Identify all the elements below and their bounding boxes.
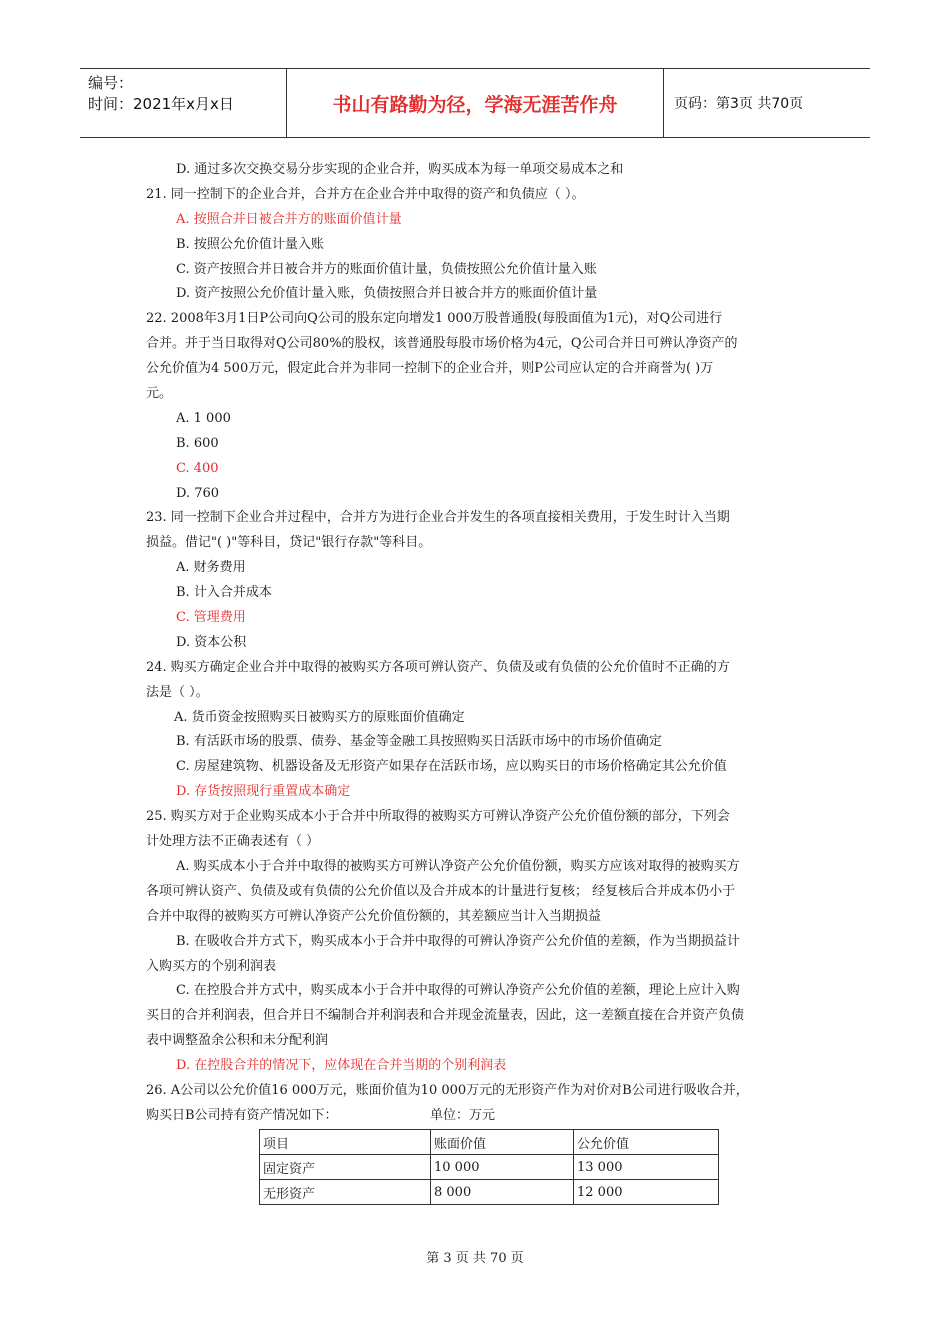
answer-option-line: C. 400 <box>176 460 219 476</box>
table-cell: 无形资产 <box>260 1180 431 1205</box>
table-header-cell: 项目 <box>260 1130 431 1155</box>
option-line: A. 购买成本小于合并中取得的被购买方可辨认净资产公允价值份额，购买方应该对取得的被购买方 <box>176 858 740 874</box>
option-line: B. 在吸收合并方式下，购买成本小于合并中取得的可辨认净资产公允价值的差额，作为当期损益计 <box>176 933 740 949</box>
page-header <box>80 68 870 138</box>
option-line: B. 600 <box>176 435 219 451</box>
table-header-row <box>260 1130 719 1155</box>
document-body <box>146 158 810 1129</box>
question-line: 公允价值为4 500万元，假定此合并为非同一控制下的企业合并，则P公司应认定的合并商誉为( )万 <box>146 361 714 377</box>
option-continuation: 表中调整盈余公积和未分配利润 <box>146 1033 329 1049</box>
table-cell: 8 000 <box>431 1180 574 1205</box>
option-line: D. 资产按照公允价值计量入账，负债按照合并日被合并方的账面价值计量 <box>176 286 598 302</box>
question-line <box>146 1104 810 1129</box>
option-line: D. 资本公积 <box>176 634 247 650</box>
table-cell: 10 000 <box>431 1155 574 1180</box>
option-line: C. 资产按照合并日被合并方的账面价值计量，负债按照公允价值计量入账 <box>176 261 597 277</box>
option-continuation: 入购买方的个别利润表 <box>146 958 277 974</box>
option-line: B. 计入合并成本 <box>176 585 272 601</box>
table-row <box>260 1180 719 1205</box>
table-cell: 13 000 <box>574 1155 719 1180</box>
option-continuation: 买日的合并利润表，但合并日不编制合并利润表和合并现金流量表，因此，这一差额直接在合并资产负债 <box>146 1008 745 1024</box>
option-continuation: 各项可辨认资产、负债及或有负债的公允价值以及合并成本的计量进行复核； 经复核后合并成本仍小于 <box>146 883 736 899</box>
question-line: 合并。并于当日取得对Q公司80%的股权，该普通股每股市场价格为4元，Q公司合并日可辨认净资产的 <box>146 336 738 352</box>
table-cell: 12 000 <box>574 1180 719 1205</box>
option-line: B. 有活跃市场的股票、债券、基金等金融工具按照购买日活跃市场中的市场价值确定 <box>176 734 662 750</box>
header-page-info: 页码：第3页 共70页 <box>674 96 804 112</box>
question-line: 24. 购买方确定企业合并中取得的被购买方各项可辨认资产、负债及或有负债的公允价值时不正确的方 <box>146 659 730 675</box>
number-label: 编号： <box>88 74 134 92</box>
question-line: 26. A公司以公允价值16 000万元，账面价值为10 000万元的无形资产作为对价对B公司进行吸收合并， <box>146 1082 749 1098</box>
answer-option-line: A. 按照合并日被合并方的账面价值计量 <box>176 211 402 227</box>
header-meta <box>80 69 287 137</box>
question-line: 21. 同一控制下的企业合并，合并方在企业合并中取得的资产和负债应（ ）。 <box>146 186 585 202</box>
question-line: 23. 同一控制下企业合并过程中，合并方为进行企业合并发生的各项直接相关费用，于发生时计入当期 <box>146 510 730 526</box>
table-cell: 固定资产 <box>260 1155 431 1180</box>
table-header-cell: 账面价值 <box>431 1130 574 1155</box>
table-row <box>260 1155 719 1180</box>
question-line: 25. 购买方对于企业购买成本小于合并中所取得的被购买方可辨认净资产公允价值份额的部分，下列会 <box>146 809 730 825</box>
question-line: 损益。借记"( )"等科目，贷记"银行存款"等科目。 <box>146 535 432 551</box>
option-line: A. 货币资金按照购买日被购买方的原账面价值确定 <box>174 709 465 725</box>
question-line: 元。 <box>146 386 173 402</box>
page-footer: 第 3 页 共 70 页 <box>426 1251 524 1266</box>
answer-option-line: C. 管理费用 <box>176 610 246 626</box>
option-line: C. 房屋建筑物、机器设备及无形资产如果存在活跃市场，应以购买日的市场价格确定其公允价值 <box>176 759 727 775</box>
answer-option-line: D. 存货按照现行重置成本确定 <box>176 784 351 800</box>
option-line: A. 1 000 <box>176 410 231 426</box>
time-label: 时间：2021年x月x日 <box>88 95 234 113</box>
question-line: 计处理方法不正确表述有（ ） <box>146 834 320 850</box>
table-header-cell: 公允价值 <box>574 1130 719 1155</box>
asset-table <box>259 1129 719 1205</box>
option-line: B. 按照公允价值计量入账 <box>176 236 324 252</box>
unit-label: 单位：万元 <box>430 1107 496 1123</box>
option-line: D. 760 <box>176 485 220 501</box>
answer-option-line: D. 在控股合并的情况下，应体现在合并当期的个别利润表 <box>176 1058 507 1074</box>
option-continuation: 合并中取得的被购买方可辨认净资产公允价值份额的，其差额应当计入当期损益 <box>146 908 602 924</box>
header-motto: 书山有路勤为径，学海无涯苦作舟 <box>287 69 664 137</box>
option-line: A. 财务费用 <box>176 560 246 576</box>
question-line: 法是（ ）。 <box>146 684 209 700</box>
option-line: C. 在控股合并方式中，购买成本小于合并中取得的可辨认净资产公允价值的差额，理论上应计入购 <box>176 983 740 999</box>
question-line: 22. 2008年3月1日P公司向Q公司的股东定向增发1 000万股普通股(每股面值为1元)，对Q公司进行 <box>146 311 723 327</box>
question-text: 购买日B公司持有资产情况如下： <box>146 1107 338 1123</box>
option-line: D. 通过多次交换交易分步实现的企业合并，购买成本为每一单项交易成本之和 <box>176 162 624 177</box>
